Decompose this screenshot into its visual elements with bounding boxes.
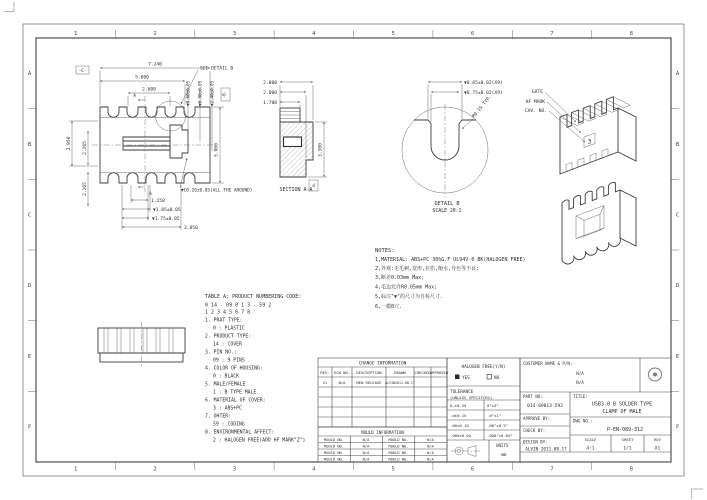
z one-col-label: 8	[629, 466, 633, 473]
dim-left-2: 2.265	[83, 141, 88, 155]
section-caption: SECTION A-A	[279, 187, 313, 193]
datum-c-flag: -C-	[78, 69, 87, 75]
iso-view-upper	[525, 89, 636, 174]
change-info-table	[318, 358, 449, 427]
zone-row-label: B	[27, 141, 32, 148]
scale-value: 4:1	[586, 446, 595, 452]
mould-info-title: MOULD INFORMATION	[361, 429, 404, 435]
mould-no-label: MOULD NO.	[324, 457, 344, 462]
zone-col-label: 6	[470, 30, 475, 37]
change-col-description: DESCRIPTION	[356, 370, 382, 375]
change-row-rev: X1	[322, 380, 328, 385]
check-by-label: CHECK BY:	[523, 428, 546, 433]
mould-no-label: MOULD NO.	[324, 438, 344, 442]
hf-mark-label: HF MARK	[525, 100, 545, 105]
dim-pin-2: ▼0.90±0.05	[197, 80, 203, 106]
table-a-entry-value: 1 : B TYPE MALE	[213, 390, 257, 396]
dim-pin-1: ▼0.60±0.05	[185, 80, 191, 106]
table-a-entry-value: 0 : PLASTIC	[213, 326, 245, 332]
cavity-number: 3	[587, 138, 592, 146]
table-a-entry-label: 5. MALE/FEMALE	[205, 382, 246, 388]
section-dim-1: 2.800	[263, 81, 277, 86]
dwg-no-value: P-EN-089-312	[606, 427, 644, 433]
dim-width-3: 2.600	[142, 87, 156, 93]
detail-dim-1: ▼0.85±0.02(X9)	[464, 81, 503, 86]
table-a-entry-value: 14 : COVER	[213, 342, 242, 348]
zone-col-label: 6	[470, 466, 475, 473]
tolerance-value: .00±0.10	[450, 423, 469, 428]
zone-col-label: 7	[550, 466, 554, 473]
tolerance-title: TOLERANCE	[450, 390, 474, 395]
bottom-view	[98, 322, 185, 368]
change-col-checked: CHECKED	[414, 370, 431, 375]
dwg-no-label: DWG NO.:	[573, 418, 593, 424]
detail-radius-note: R0.15 TYP.	[471, 94, 494, 120]
rev-value: X1	[654, 446, 661, 452]
design-by-value: ALVIN 2011.08.17	[525, 447, 567, 453]
note-line: 4,毛边允许R0.05mm Max;	[375, 284, 438, 291]
mould-no-value: N/A	[362, 444, 370, 449]
tolerance-value: .00°±0.5°	[487, 423, 509, 428]
halogen-yes-label: YES	[462, 376, 470, 381]
note-line: 3,断差0.03mm Max;	[375, 275, 425, 281]
customer-label: CUSTOMER NAME & P/N:	[523, 361, 573, 366]
part-no-value: 014-09013-592	[527, 404, 563, 409]
table-a-entry-value: 09 : 9 PINS	[213, 358, 245, 364]
zone-col-label: 3	[232, 466, 237, 473]
zone-col-label: 8	[629, 30, 633, 37]
mould-no-value: N/A	[362, 451, 370, 455]
change-info-title: CHANGE INFORMATION	[358, 361, 407, 367]
change-row-drawn: ALVIN2011.08.17	[385, 381, 415, 385]
product-numbering-block	[205, 294, 305, 444]
dim-height: 5.900	[214, 143, 220, 157]
drawing-title-line2: CLAMP OF MALE	[602, 409, 642, 415]
title-label: TITLE:	[573, 394, 588, 399]
cav-no-label: CAV. NO.	[524, 109, 547, 114]
zone-col-label: 1	[74, 30, 78, 37]
change-col-drawn: DRAWN	[394, 370, 406, 375]
dim-bottom-3: ▼1.75±0.05	[152, 217, 180, 222]
table-a-code: 0 14 - 09 0 1 3 - 59 2	[205, 302, 272, 309]
zone-col-label: 5	[391, 30, 395, 37]
tolerance-value: 0.±0.25	[450, 403, 467, 408]
mould-no-value: N/A	[427, 457, 434, 462]
design-by-label: DESIGN BY:	[523, 439, 548, 445]
notes-block	[375, 248, 526, 310]
section-arrow-label-top: A	[133, 94, 136, 99]
zone-row-label: E	[675, 353, 680, 360]
dim-bottom-2: ▼1.85±0.05	[153, 208, 181, 213]
detail-dim-2: ▼0.75±0.02(X9)	[464, 91, 503, 96]
zone-row-label: C	[675, 212, 680, 219]
third-angle-projection-icon	[451, 446, 480, 457]
note-line: 2,外观:无毛刺,变形,拉伤,缩水,异色等不良;	[375, 266, 480, 272]
drawing-title-line1: USB3.0 B SOLDER TYPE	[591, 401, 653, 408]
table-a-entry-label: 6. MATERIAL OF COVER:	[205, 398, 266, 404]
dim-pin-3: ▼2.40±0.05	[209, 80, 215, 106]
tolerance-value: .0±0.15	[450, 413, 467, 418]
note-line: 1,MATERIAL: ABS+PC 30%G.F UL94V-0 BK(HALOGEN FREE)	[375, 257, 526, 263]
section-arrow-label-bottom: A	[149, 192, 152, 197]
units-value: mm	[501, 453, 507, 458]
table-a-entry-label: 7. OHTER:	[205, 414, 231, 420]
section-dim-height: 3.300	[318, 143, 324, 157]
detail-view	[402, 80, 503, 214]
zone-col-label: 4	[312, 30, 316, 37]
tolerance-subtitle: (UNLESS SPECIFIED)	[450, 395, 493, 400]
zone-col-label: 7	[550, 30, 554, 37]
table-a-entry-label: 8. ENVIRONMENTAL AFFECT:	[205, 430, 275, 436]
gate-label: GATE	[531, 90, 543, 95]
mould-no-label: MOULD NO.	[388, 457, 409, 462]
table-a-entry-value: 2 : HALOGEN FREE(ADD HF MARK"Z")	[213, 438, 306, 444]
tolerance-value: .000±0.05	[450, 433, 472, 438]
mould-no-value: N/A	[427, 444, 434, 449]
mould-no-label: MOULD NO.	[388, 438, 409, 442]
dim-width-2: 5.600	[135, 75, 149, 81]
mould-info-table	[318, 427, 447, 462]
detail-callout-circle	[156, 101, 186, 131]
tolerance-value: 0°±3°	[487, 403, 499, 408]
mould-no-value: N/A	[427, 451, 434, 455]
mould-no-label: MOULD NO.	[388, 444, 409, 449]
datum-b-flag: -B-	[221, 90, 227, 99]
section-view	[263, 80, 327, 193]
zone-col-label: 2	[153, 30, 157, 37]
mould-no-value: N/A	[362, 457, 370, 462]
front-view	[66, 62, 252, 232]
zone-row-label: A	[675, 71, 680, 78]
dim-bottom-1: 1.150	[151, 199, 165, 204]
dim-left-3: 2.265	[83, 182, 88, 196]
table-a-entry-value: 3 : ABS+PC	[213, 406, 242, 412]
see-detail-label: SEE DETAIL B	[200, 66, 234, 72]
zone-row-label: D	[675, 283, 680, 290]
halogen-no-label: NO	[494, 376, 500, 381]
zone-row-label: B	[675, 141, 680, 148]
dim-left-1: 2.950	[67, 136, 72, 151]
notes-title: NOTES:	[375, 248, 395, 254]
table-a-entry-label: 3. PIN NO.:	[205, 350, 237, 356]
table-a-index: 1 2 3 4 5 6 7 8	[205, 309, 251, 316]
zone-row-label: F	[27, 424, 32, 431]
zone-row-label: F	[675, 424, 680, 431]
zone-col-label: 1	[74, 466, 78, 473]
trim-mark-bottom-right	[692, 489, 704, 499]
dim-bottom-4: 3.850	[184, 226, 198, 231]
trim-mark-top-left	[4, 2, 14, 12]
zone-row-label: C	[27, 212, 32, 219]
detail-scale: SCALE 20:1	[432, 209, 462, 214]
zone-row-label: A	[27, 71, 32, 78]
table-a-entry-value: 0 : BLACK	[213, 374, 239, 380]
mould-no-label: MOULD NO.	[388, 451, 409, 455]
change-row-description: NEW RELEASE	[356, 380, 382, 385]
table-a-entry-value: 59 : CODING	[213, 422, 245, 428]
note-line: 5,标注"▼"的尺寸为自检尺寸.	[375, 294, 444, 300]
sheet-value: 1/1	[623, 446, 632, 452]
sheet-label: SHEET	[621, 437, 634, 442]
zone-col-label: 2	[153, 466, 157, 473]
halogen-no-checkbox	[487, 375, 492, 380]
detail-caption: DETAIL B	[434, 201, 460, 207]
change-col-rev: REV.	[320, 370, 330, 375]
tolerance-value: .000°±0.05°	[487, 433, 513, 438]
title-block	[520, 358, 671, 462]
dim-overall-width: 7.240	[148, 62, 162, 68]
change-col-approved: APPROVED	[429, 370, 449, 375]
part-no-label: PART NO:	[523, 394, 543, 399]
section-dim-3: 1.700	[263, 101, 277, 106]
change-col-ecn: ECN NO.	[333, 370, 351, 375]
mould-no-label: MOULD NO.	[324, 444, 344, 449]
tolerance-value: .0°±1°	[487, 413, 502, 418]
halogen-free-title: HALOGEN FREE(Y/N)	[461, 365, 506, 370]
mould-no-value: N/A	[362, 438, 370, 442]
mould-no-label: MOULD NO.	[324, 451, 344, 455]
units-label: UNITS	[496, 443, 509, 448]
mould-no-value: N/A	[427, 438, 434, 442]
rev-label: REV	[653, 437, 662, 442]
customer-name-value: N/A	[576, 371, 584, 376]
table-a-entry-label: 1. PRAT TYPE:	[205, 318, 243, 324]
zone-row-label: E	[27, 353, 32, 360]
scale-label: SCALE	[584, 437, 597, 442]
customer-pn-value: N/A	[576, 380, 584, 385]
sheet-borders	[4, 2, 703, 499]
table-a-entry-label: 2. PRODUCT TYPE:	[205, 334, 252, 340]
table-a-title: TABLE A: PRODUCT NUMBERING CODE:	[205, 294, 302, 300]
halogen-yes-checkbox	[455, 375, 460, 380]
iso-view-lower	[562, 182, 636, 264]
section-dim-2: 2.000	[263, 91, 277, 96]
zone-col-label: 3	[232, 30, 237, 37]
halogen-tolerance-block	[447, 358, 520, 462]
approve-by-label: APPROVE BY:	[523, 416, 551, 421]
chamfer-note: ▼C0.20±0.05(ALL THE AROUND)	[181, 188, 253, 194]
section-datum-b: -B-	[311, 182, 316, 189]
zone-row-label: D	[27, 283, 32, 290]
zone-col-label: 5	[391, 466, 395, 473]
company-logo	[649, 368, 662, 381]
zone-col-label: 4	[312, 466, 316, 473]
change-row-ecn: N/A	[338, 380, 346, 385]
table-a-entry-label: 4. COLOR OF HOUSING:	[205, 366, 263, 372]
note-line: 6,一模8穴.	[375, 304, 403, 310]
